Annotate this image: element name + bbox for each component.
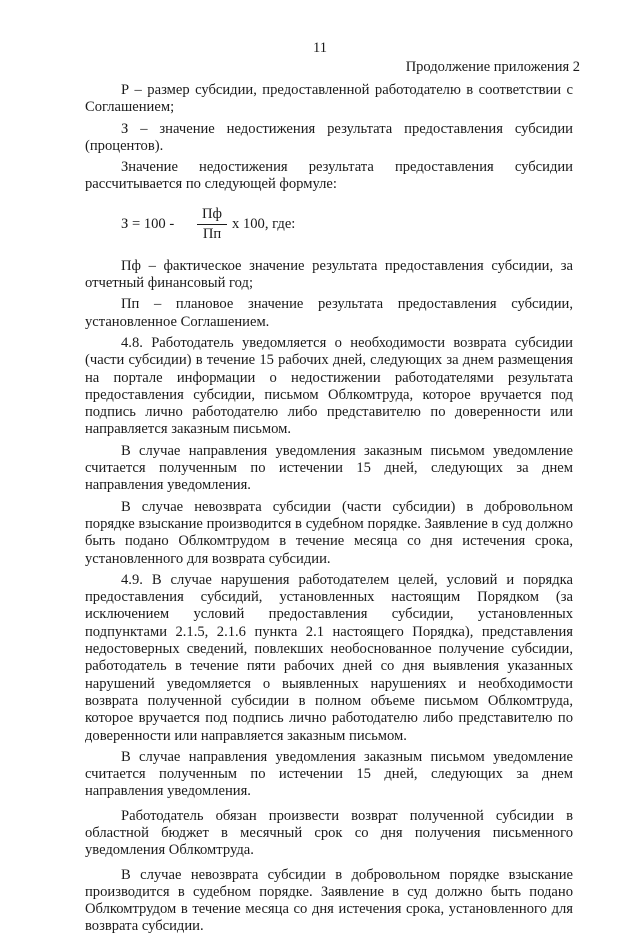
paragraph-definition-pp: Пп – плановое значение результата предоставления субсидии, установленное Соглашением. <box>85 296 573 330</box>
appendix-continuation-note: Продолжение приложения 2 <box>405 59 580 75</box>
formula-fraction <box>197 206 227 243</box>
paragraph-notice-received-2: В случае направления уведомления заказным письмом уведомление считается полученным по истечении 15 дней, следующих за днем направления уведомления. <box>85 748 573 800</box>
formula <box>121 206 573 244</box>
document-body <box>85 82 573 936</box>
formula-numerator: Пф <box>202 205 222 222</box>
paragraph-4-8: 4.8. Работодатель уведомляется о необходимости возврата субсидии (части субсидии) в течение 15 рабочих дней, следующих за днем размещения на портале информации о недостижении работодателями результата предоставления субсидии, письмом Облкомтруда, которое вручается под подпись лично работодателю либо представителю по доверенности или направляется заказным письмом. <box>85 334 573 438</box>
paragraph-court-recovery: В случае невозврата субсидии (части субсидии) в добровольном порядке взыскание производится в судебном порядке. Заявление в суд должно быть подано Облкомтрудом в течение месяца со дня истечения срока, установленного для возврата субсидии. <box>85 498 573 567</box>
paragraph-return-obligation: Работодатель обязан произвести возврат полученной субсидии в областной бюджет в месячный срок со дня получения письменного уведомления Облкомтруда. <box>85 807 573 859</box>
paragraph-definition-p: Р – размер субсидии, предоставленной работодателю в соответствии с Соглашением; <box>85 82 573 116</box>
paragraph-4-9: 4.9. В случае нарушения работодателем целей, условий и порядка предоставления субсидий, установленных настоящим Порядком (за исключением условий предоставления субсидии, установленных подпунктами 2.1.5, 2.1.6 пункта 2.1 настоящего Порядка), представления недостоверных сведений, повлекших необоснованное получение субсидии, работодатель в течение пяти рабочих дней со дня выявления указанных нарушений уведомляется о выявленных нарушениях и необходимости возврата полученной субсидии в полном объеме письмом Облкомтруда, которое вручается под подпись лично работодателю либо представителю по доверенности или направляется заказным письмом. <box>85 571 573 744</box>
paragraph-definition-pf: Пф – фактическое значение результата предоставления субсидии, за отчетный финансовый год; <box>85 257 573 292</box>
paragraph-notice-received: В случае направления уведомления заказным письмом уведомление считается полученным по истечении 15 дней, следующих за днем направления уведомления. <box>85 442 573 494</box>
formula-denominator: Пп <box>202 225 222 242</box>
fraction-bar <box>197 224 227 225</box>
paragraph-formula-intro: Значение недостижения результата предоставления субсидии рассчитывается по следующей формуле: <box>85 159 573 193</box>
formula-rhs: х 100, где: <box>232 215 296 232</box>
paragraph-court-recovery-2: В случае невозврата субсидии в добровольном порядке взыскание производится в судебном порядке. Заявление в суд должно быть подано Облкомтрудом в течение месяца со дня истечения срока, установленного для возврата субсидии. <box>85 866 573 935</box>
formula-lhs: З = 100 - <box>121 215 175 232</box>
paragraph-definition-z: З – значение недостижения результата предоставления субсидии (процентов). <box>85 120 573 154</box>
page-number: 11 <box>313 40 327 56</box>
